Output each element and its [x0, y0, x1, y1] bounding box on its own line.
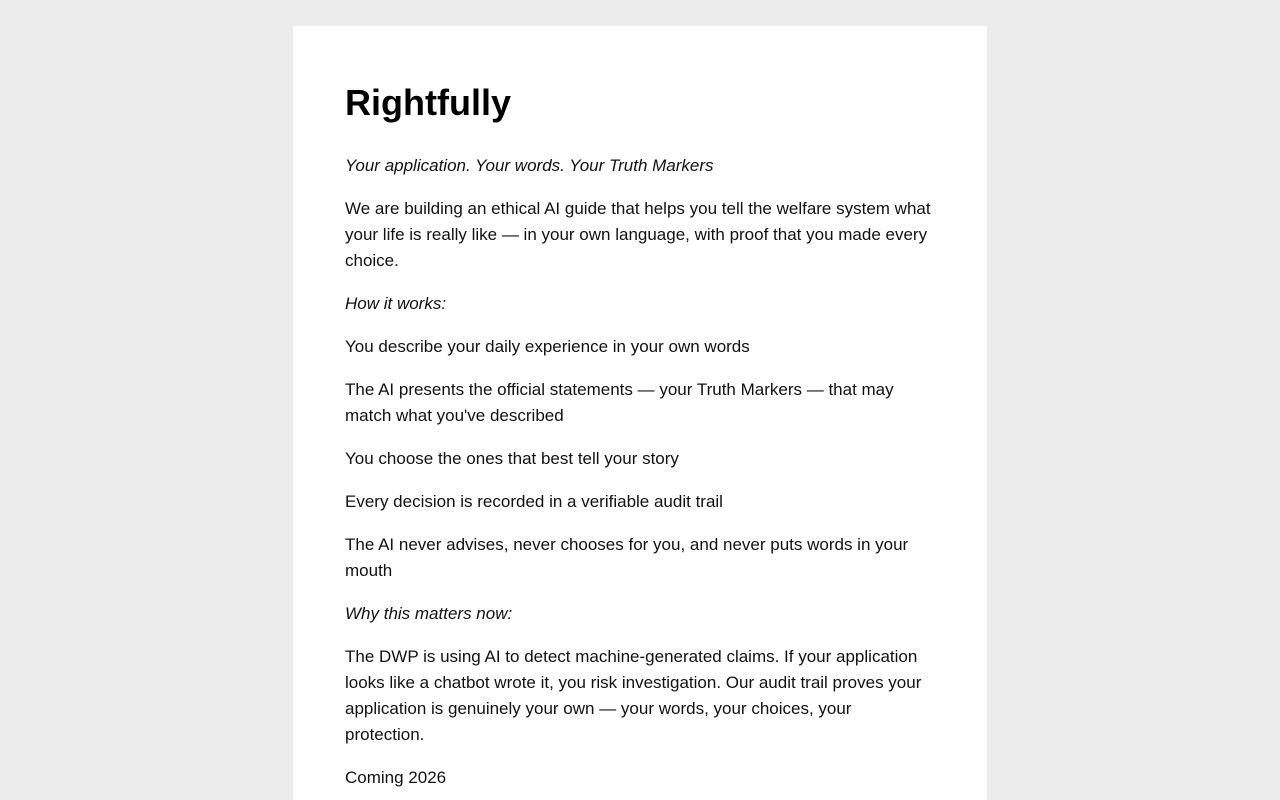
page-title: Rightfully [345, 82, 511, 123]
how-it-works-heading: How it works: [345, 294, 447, 313]
intro-paragraph: We are building an ethical AI guide that helps you tell the welfare system what your life is really like — in your own language, with proof that you made every choice. [345, 199, 931, 270]
tagline: Your application. Your words. Your Truth Markers [345, 156, 714, 175]
coming-soon-text: Coming 2026 [345, 768, 447, 787]
why-paragraph: The DWP is using AI to detect machine-generated claims. If your application looks like a chatbot wrote it, you risk investigation. Our audit trail proves your application is genuinely your own — your words, your choices, your protection. [345, 647, 922, 744]
step-item: Every decision is recorded in a verifiable audit trail [345, 492, 723, 511]
step-item: The AI never advises, never chooses for you, and never puts words in your mouth [345, 535, 909, 580]
content-card [293, 26, 987, 800]
step-item: You describe your daily experience in your own words [345, 337, 750, 356]
why-heading: Why this matters now: [345, 604, 513, 623]
step-item: You choose the ones that best tell your story [345, 449, 679, 468]
step-item: The AI presents the official statements — your Truth Markers — that may match what you've described [345, 380, 894, 425]
